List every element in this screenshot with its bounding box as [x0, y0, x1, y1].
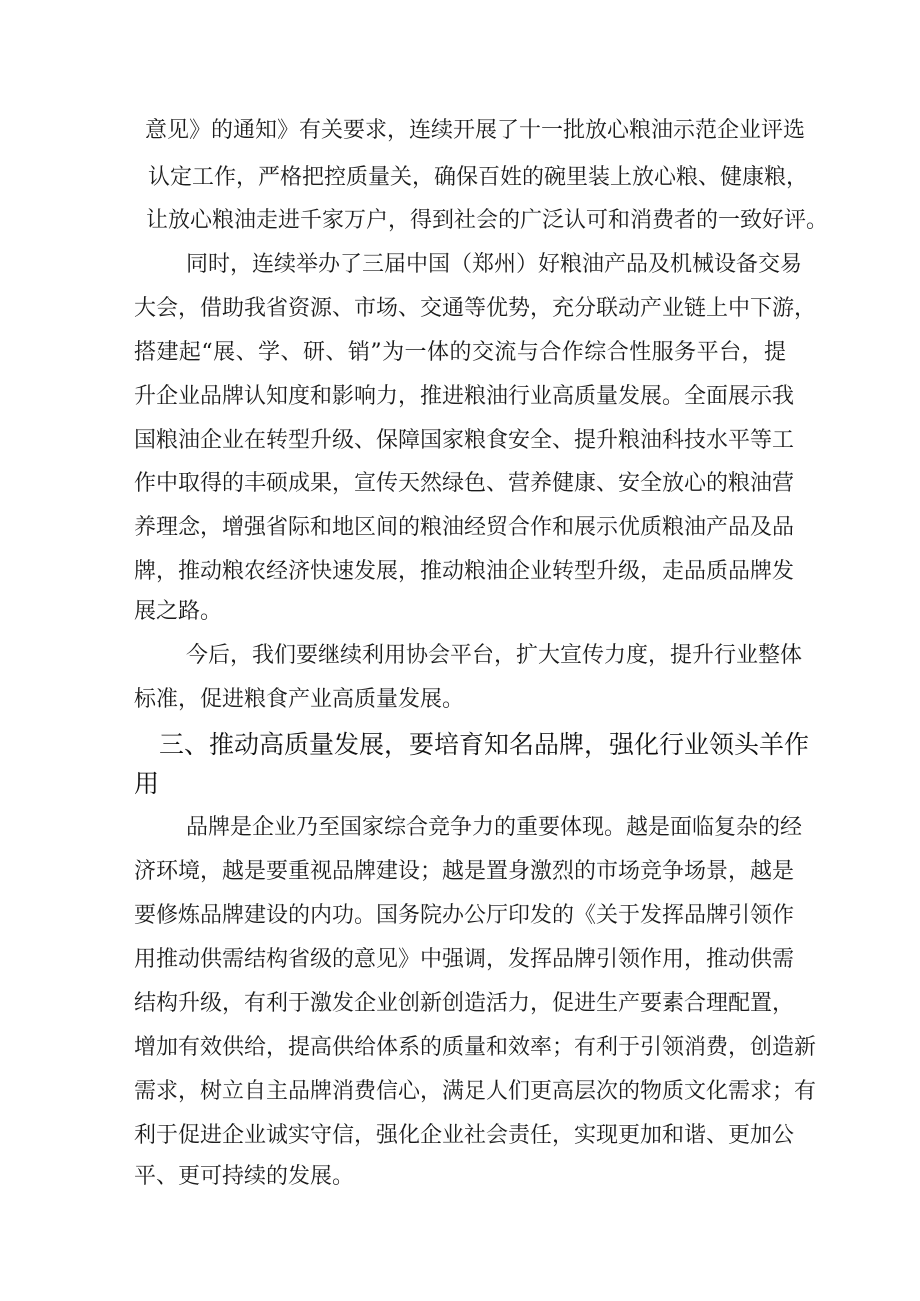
paragraph-2-line-5: 国粮油企业在转型升级、保障国家粮食安全、提升粮油科技水平等工 [134, 428, 795, 453]
paragraph-4-line-5: 结构升级，有利于激发企业创新创造活力，促进生产要素合理配置， [134, 991, 795, 1016]
paragraph-3-line-2: 标准，促进粮食产业高质量发展。 [134, 687, 465, 712]
paragraph-2-line-9: 展之路。 [134, 599, 223, 624]
paragraph-4-line-2: 济环境，越是要重视品牌建设；越是置身激烈的市场竞争场景，越是 [134, 859, 795, 884]
paragraph-4-line-1: 品牌是企业乃至国家综合竞争力的重要体现。越是面临复杂的经 [186, 815, 803, 840]
paragraph-4-line-4: 用推动供需结构省级的意见》中强调，发挥品牌引领作用，推动供需 [134, 947, 795, 972]
paragraph-1-line-1: 意见》的通知》有关要求，连续开展了十一批放心粮油示范企业评选 [145, 118, 806, 143]
section-heading-line-2: 用 [134, 769, 160, 798]
paragraph-4-line-8: 利于促进企业诚实守信，强化企业社会责任，实现更加和谐、更加公 [134, 1123, 795, 1148]
paragraph-4-line-6: 增加有效供给，提高供给体系的质量和效率；有利于引领消费，创造新 [134, 1035, 817, 1060]
paragraph-2-line-8: 牌，推动粮农经济快速发展，推动粮油企业转型升级，走品质品牌发 [134, 559, 795, 584]
paragraph-2-line-6: 作中取得的丰硕成果，宣传天然绿色、营养健康、安全放心的粮油营 [134, 471, 795, 496]
paragraph-3-line-1: 今后，我们要继续利用协会平台，扩大宣传力度，提升行业整体 [186, 643, 803, 668]
paragraph-2-line-7: 养理念，增强省际和地区间的粮油经贸合作和展示优质粮油产品及品 [134, 515, 795, 540]
section-heading-line-1: 三、推动高质量发展，要培育知名品牌，强化行业领头羊作 [159, 730, 810, 759]
paragraph-1-line-3: 让放心粮油走进千家万户，得到社会的广泛认可和消费者的一致好评。 [146, 208, 829, 233]
paragraph-4-line-7: 需求，树立自主品牌消费信心，满足人们更高层次的物质文化需求；有 [134, 1079, 817, 1104]
paragraph-4-line-9: 平、更可持续的发展。 [134, 1164, 355, 1189]
paragraph-1-line-2: 认定工作，严格把控质量关，确保百姓的碗里装上放心粮、健康粮， [148, 165, 809, 190]
paragraph-2-line-2: 大会，借助我省资源、市场、交通等优势，充分联动产业链上中下游， [134, 296, 817, 321]
paragraph-2-line-1: 同时，连续举办了三届中国（郑州）好粮油产品及机械设备交易 [186, 252, 803, 277]
paragraph-2-line-4: 升企业品牌认知度和影响力，推进粮油行业高质量发展。全面展示我 [134, 384, 795, 409]
paragraph-4-line-3: 要修炼品牌建设的内功。国务院办公厅印发的《关于发挥品牌引领作 [134, 903, 795, 928]
paragraph-2-line-3: 搭建起“展、学、研、销”为一体的交流与合作综合性服务平台，提 [134, 340, 786, 365]
